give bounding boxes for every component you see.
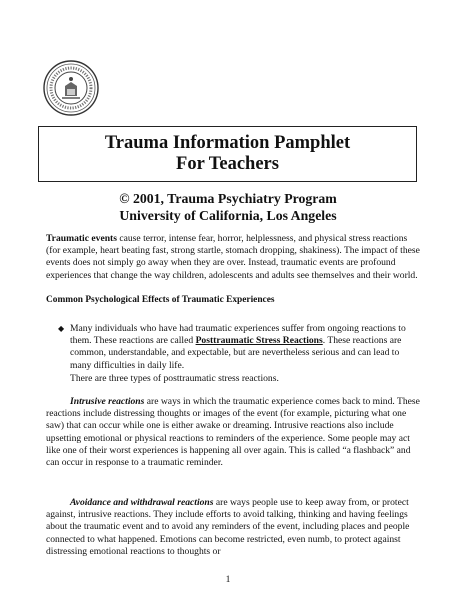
- intrusive-paragraph: [46, 396, 422, 469]
- posttraumatic-term: Posttraumatic Stress Reactions: [195, 335, 323, 347]
- page-number: 1: [225, 574, 231, 585]
- avoidance-term: Avoidance and withdrawal reactions: [70, 497, 214, 508]
- avoidance-text: are ways people use to keep away from, or protect against, intrusive reactions. They include efforts to avoid talking, thinking and having feelings about the traumatic event and to avoid any reminders of the event, including places and people connected to what happened. Emotions can become restricted, even numb, to protect against distressing emotional reactions to thoughts or: [46, 497, 410, 557]
- intrusive-text: are ways in which the traumatic experience comes back to mind. These reactions include distressing thoughts or images of the event (for example, picturing what one saw) that can occur while one is either awake or dreaming. Intrusive reactions also include upsetting emotional or physical reactions to reminders of the experience. Some people may act like one of their worst experiences is happening all over again. This is called “a flashback” and can occur in response to a traumatic reminder.: [46, 396, 420, 469]
- intro-text: cause terror, intense fear, horror, helplessness, and physical stress reactions (for example, heart beating fast, strong startle, stomach dropping, shakiness). The impact of these events does not simply go away when they are over. Instead, traumatic events are profound experiences that change the way children, adolescents and adults see themselves and their world.: [46, 233, 420, 281]
- title-box: [38, 126, 417, 182]
- organization-block: [0, 190, 456, 224]
- bullet-text-1: Many individuals who have had traumatic experiences suffer from ongoing reactions to them. These reactions are called: [70, 323, 406, 347]
- bullet-diamond-icon: ◆: [58, 324, 65, 333]
- university-seal-icon: [43, 60, 99, 116]
- section-heading: Common Psychological Effects of Traumatic Experiences: [46, 295, 275, 305]
- avoidance-paragraph: [46, 497, 422, 558]
- copyright-line: © 2001, Trauma Psychiatry Program: [119, 191, 337, 206]
- bullet-item: [58, 323, 420, 372]
- intrusive-term: Intrusive reactions: [70, 396, 145, 407]
- three-types-paragraph: There are three types of posttraumatic stress reactions.: [70, 373, 279, 384]
- pamphlet-subtitle: For Teachers: [176, 154, 279, 174]
- pamphlet-title: Trauma Information Pamphlet: [104, 133, 351, 153]
- traumatic-events-term: Traumatic events: [46, 233, 117, 244]
- intro-paragraph: [46, 233, 422, 282]
- bullet-text-2: . These reactions are common, understandable, and expectable, but are nevertheless serious and can lead to many difficulties in daily life.: [70, 335, 402, 371]
- university-line: University of California, Los Angeles: [119, 208, 337, 223]
